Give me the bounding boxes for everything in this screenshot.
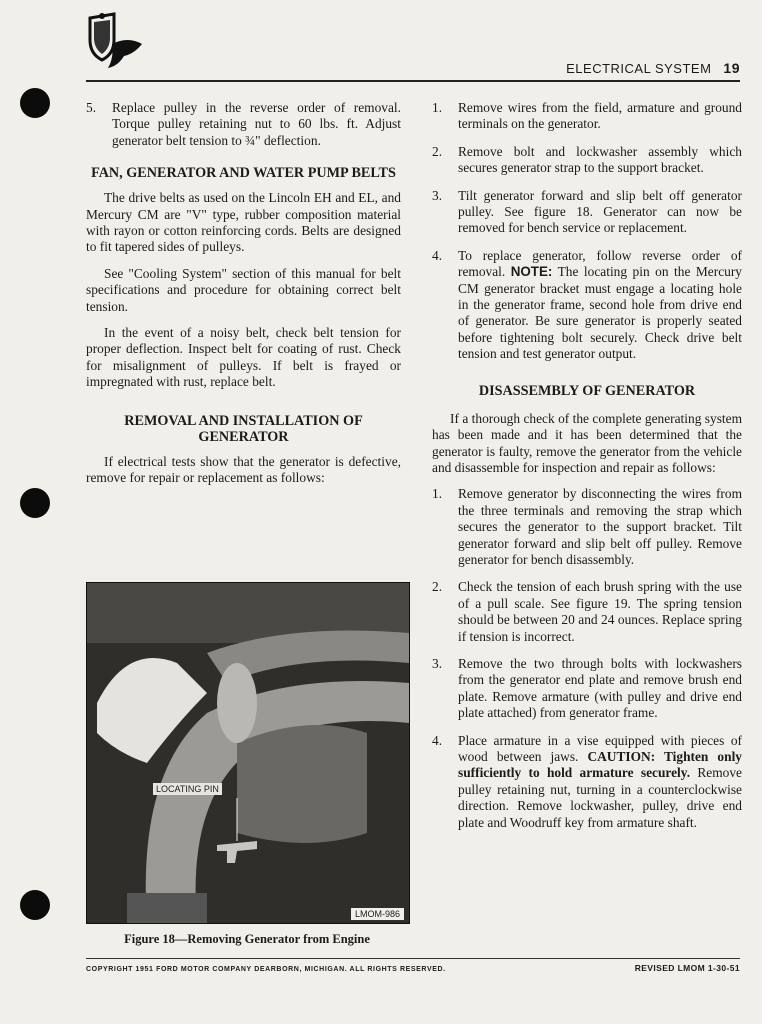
caution-text: CAUTION: Tighten only sufficiently to hold armature securely.: [458, 749, 742, 781]
item-text: Remove generator by disconnecting the wires from the three terminals and removing the strap which secures the generator to the support bracket. Tilt generator forward and slip belt off pulley. Remove generator for bench disassembly.: [458, 486, 742, 567]
binder-hole: [20, 88, 50, 118]
list-item: [432, 144, 742, 177]
emblem-logo: [84, 10, 148, 72]
paragraph: In the event of a noisy belt, check belt tension for proper deflection. Inspect belt for coating of rust. Check for misalignment of pulleys. If belt is frayed or impregnated with rust, replace belt.: [86, 325, 401, 390]
section-heading: FAN, GENERATOR AND WATER PUMP BELTS: [91, 165, 396, 182]
section-heading: REMOVAL AND INSTALLATION OF GENERATOR: [124, 412, 363, 445]
item-number: 5.: [86, 100, 97, 115]
section-title: ELECTRICAL SYSTEM: [566, 61, 712, 76]
running-head: [566, 60, 740, 76]
item-text: [458, 733, 742, 831]
revision-note: REVISED LMOM 1-30-51: [634, 963, 740, 973]
list-item: [432, 486, 742, 568]
list-item: [432, 248, 742, 363]
list-item: [432, 100, 742, 133]
note-label: NOTE:: [510, 264, 553, 280]
figure-callout: LOCATING PIN: [153, 783, 222, 795]
item-rest: Remove pulley retaining nut, turning in a counterclockwise direction. Remove lockwasher, pulley, drive end plate and Woodruff key from armature shaft.: [458, 765, 742, 830]
paragraph: See "Cooling System" section of this manual for belt specifications and procedure for obtaining correct belt tension.: [86, 265, 401, 314]
item-text: Remove wires from the field, armature and ground terminals on the generator.: [458, 100, 742, 132]
figure-code: LMOM-986: [351, 908, 404, 920]
left-column: [86, 100, 401, 497]
item-text: Remove bolt and lockwasher assembly which secures generator strap to the support bracket.: [458, 143, 742, 176]
paragraph: If a thorough check of the complete generating system has been made and it has been determined that the generator is faulty, remove the generator from the vehicle and disassemble for inspection and repair as follows:: [432, 410, 742, 475]
list-item: [432, 656, 742, 722]
binder-hole: [20, 488, 50, 518]
item-lead: Place armature in a vise equipped with pieces of wood between jaws.: [458, 732, 742, 764]
item-text: [458, 248, 742, 363]
list-item: [86, 100, 401, 149]
right-column: [432, 100, 742, 842]
figure-caption: Figure 18—Removing Generator from Engine: [124, 932, 370, 946]
item-number: 1.: [432, 486, 443, 502]
item-number: 3.: [432, 655, 443, 671]
figure-photo: [86, 582, 410, 924]
item-text: Remove the two through bolts with lockwashers from the generator end plate and remove brush end plate. Remove armature (with pulley and drive end plate attached) from generator frame.: [458, 655, 742, 721]
list-item: [432, 579, 742, 645]
item-text: Replace pulley in the reverse order of removal. Torque pulley retaining nut to 60 lbs. ft. Adjust generator belt tension to ¾" deflection.: [112, 100, 401, 148]
footer-rule: [86, 958, 740, 959]
item-rest: The locating pin on the Mercury CM generator bracket must engage a locating hole in the generator frame, second hole from drive end of generator. Be sure generator is properly seated before tightening bolt securely. Check drive belt tension and test generator output.: [458, 264, 742, 362]
page-number: 19: [723, 60, 740, 76]
binder-hole: [20, 890, 50, 920]
section-heading: DISASSEMBLY OF GENERATOR: [478, 382, 696, 399]
item-number: 2.: [432, 579, 443, 595]
item-number: 2.: [432, 143, 443, 159]
item-text: Tilt generator forward and slip belt off generator pulley. See figure 18. Generator can now be removed for bench service or replacement.: [458, 187, 742, 236]
list-item: [432, 188, 742, 237]
item-number: 4.: [432, 247, 443, 263]
list-item: [432, 733, 742, 831]
item-lead: To replace generator, follow reverse order of removal.: [458, 247, 742, 280]
item-number: 3.: [432, 187, 443, 203]
copyright-notice: COPYRIGHT 1951 FORD MOTOR COMPANY DEARBORN, MICHIGAN. ALL RIGHTS RESERVED.: [86, 966, 446, 973]
paragraph: If electrical tests show that the generator is defective, remove for repair or replacement as follows:: [86, 453, 401, 486]
header-rule: [86, 80, 740, 82]
item-number: 4.: [432, 732, 443, 748]
item-text: Check the tension of each brush spring with the use of a pull scale. See figure 19. The spring tension should be between 20 and 24 ounces. Replace spring if tension is incorrect.: [458, 579, 742, 644]
item-number: 1.: [432, 100, 443, 115]
engine-photo: [87, 583, 409, 923]
paragraph: The drive belts as used on the Lincoln EH and EL, and Mercury CM are "V" type, rubber composition material with rayon or cotton reinforcing cords. Belts are designed to fit tapered sides of pulleys.: [86, 190, 401, 255]
